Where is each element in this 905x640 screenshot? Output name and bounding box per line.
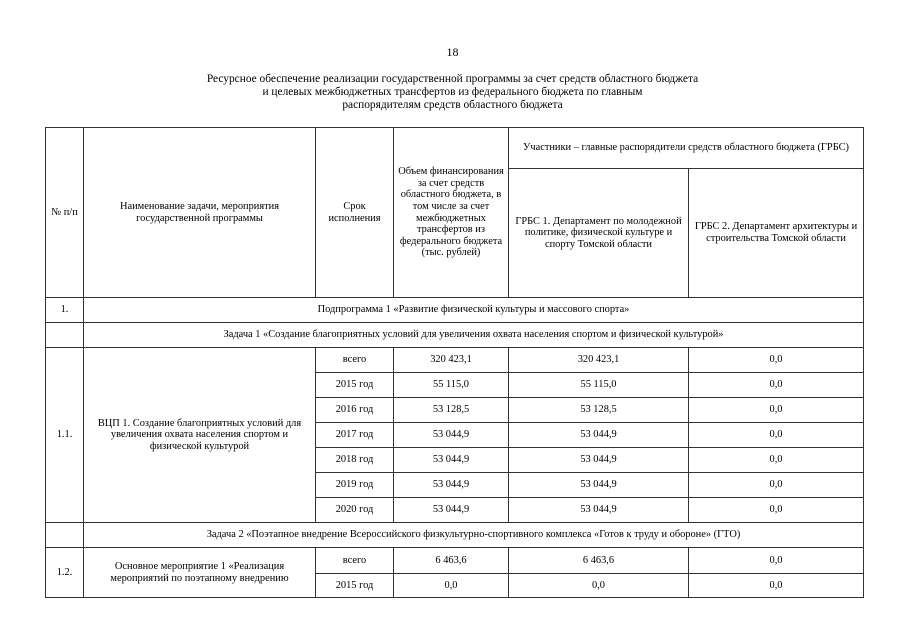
header-term: Срок исполнения bbox=[316, 128, 394, 298]
header-row-1 bbox=[46, 128, 864, 169]
title-line-3: распорядителям средств областного бюджета bbox=[342, 99, 563, 111]
item1-grbs2: 0,0 bbox=[689, 473, 864, 498]
item2-term: всего bbox=[316, 548, 394, 574]
task1-num-cell bbox=[46, 323, 84, 348]
subprogram-row bbox=[46, 298, 864, 323]
item2-amount: 0,0 bbox=[394, 574, 509, 598]
item1-grbs2: 0,0 bbox=[689, 423, 864, 448]
item1-amount: 53 044,9 bbox=[394, 473, 509, 498]
item1-grbs2: 0,0 bbox=[689, 498, 864, 523]
subprogram-num: 1. bbox=[46, 298, 84, 323]
item1-amount: 53 044,9 bbox=[394, 498, 509, 523]
table-row bbox=[46, 548, 864, 574]
item1-amount: 320 423,1 bbox=[394, 348, 509, 373]
table-row bbox=[46, 348, 864, 373]
subprogram-title: Подпрограмма 1 «Развитие физической культуры и массового спорта» bbox=[84, 298, 864, 323]
header-grbs1: ГРБС 1. Департамент по молодежной политике, физической культуре и спорту Томской области bbox=[509, 169, 689, 298]
task2-num-cell bbox=[46, 523, 84, 548]
funding-table bbox=[45, 127, 864, 598]
item1-grbs1: 53 044,9 bbox=[509, 473, 689, 498]
header-amount: Объем финансирования за счет средств областного бюджета, в том числе за счет межбюджетных трансфертов из федерального бюджета (тыс. рублей) bbox=[394, 128, 509, 298]
item1-grbs2: 0,0 bbox=[689, 373, 864, 398]
item1-grbs2: 0,0 bbox=[689, 348, 864, 373]
item2-num: 1.2. bbox=[46, 548, 84, 598]
item1-term: 2016 год bbox=[316, 398, 394, 423]
item2-grbs2: 0,0 bbox=[689, 548, 864, 574]
task1-row bbox=[46, 323, 864, 348]
item1-term: 2018 год bbox=[316, 448, 394, 473]
item2-name: Основное мероприятие 1 «Реализация мероприятий по поэтапному внедрению bbox=[84, 548, 316, 598]
item1-grbs1: 55 115,0 bbox=[509, 373, 689, 398]
item1-grbs1: 53 128,5 bbox=[509, 398, 689, 423]
item1-grbs1: 53 044,9 bbox=[509, 448, 689, 473]
page-number: 18 bbox=[446, 45, 459, 59]
task2-title: Задача 2 «Поэтапное внедрение Всероссийского физкультурно-спортивного комплекса «Готов к труду и обороне» (ГТО) bbox=[84, 523, 864, 548]
task2-row bbox=[46, 523, 864, 548]
item2-grbs2: 0,0 bbox=[689, 574, 864, 598]
item1-grbs1: 320 423,1 bbox=[509, 348, 689, 373]
item1-amount: 53 128,5 bbox=[394, 398, 509, 423]
header-num: № п/п bbox=[46, 128, 84, 298]
item2-grbs1: 6 463,6 bbox=[509, 548, 689, 574]
title-line-1: Ресурсное обеспечение реализации государственной программы за счет средств областного бюджета bbox=[206, 73, 699, 85]
header-name: Наименование задачи, мероприятия государственной программы bbox=[84, 128, 316, 298]
title-line-2: и целевых межбюджетных трансфертов из федерального бюджета по главным bbox=[262, 86, 643, 98]
item1-grbs2: 0,0 bbox=[689, 448, 864, 473]
item1-amount: 55 115,0 bbox=[394, 373, 509, 398]
item2-term: 2015 год bbox=[316, 574, 394, 598]
document-title bbox=[100, 73, 805, 112]
item1-term: всего bbox=[316, 348, 394, 373]
item1-grbs2: 0,0 bbox=[689, 398, 864, 423]
item1-term: 2020 год bbox=[316, 498, 394, 523]
item1-term: 2017 год bbox=[316, 423, 394, 448]
task1-title: Задача 1 «Создание благоприятных условий для увеличения охвата населения спортом и физической культурой» bbox=[84, 323, 864, 348]
item1-term: 2015 год bbox=[316, 373, 394, 398]
item1-amount: 53 044,9 bbox=[394, 423, 509, 448]
item1-name: ВЦП 1. Создание благоприятных условий для увеличения охвата населения спортом и физической культурой bbox=[84, 348, 316, 523]
item1-grbs1: 53 044,9 bbox=[509, 498, 689, 523]
item1-num: 1.1. bbox=[46, 348, 84, 523]
header-grbs2: ГРБС 2. Департамент архитектуры и строительства Томской области bbox=[689, 169, 864, 298]
header-participants: Участники – главные распорядители средств областного бюджета (ГРБС) bbox=[509, 128, 864, 169]
item2-grbs1: 0,0 bbox=[509, 574, 689, 598]
item2-amount: 6 463,6 bbox=[394, 548, 509, 574]
item1-amount: 53 044,9 bbox=[394, 448, 509, 473]
item1-term: 2019 год bbox=[316, 473, 394, 498]
item1-grbs1: 53 044,9 bbox=[509, 423, 689, 448]
